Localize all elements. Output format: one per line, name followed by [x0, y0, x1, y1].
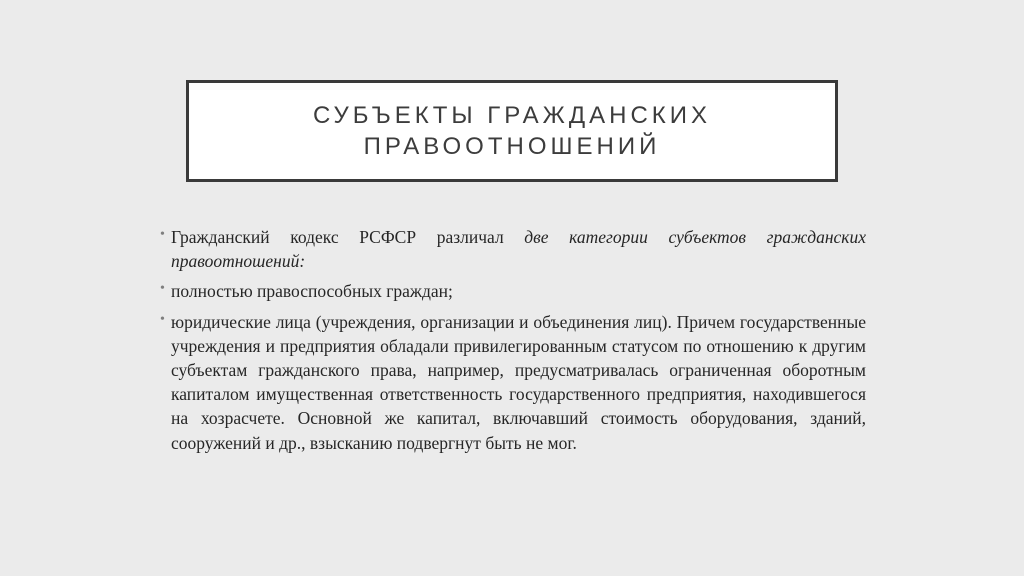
bullet-icon: • [160, 311, 165, 327]
title-line-2: ПРАВООТНОШЕНИЙ [363, 133, 661, 160]
item-text: полностью правоспособных граждан; [171, 281, 453, 302]
title-line-1: СУБЪЕКТЫ ГРАЖДАНСКИХ [312, 102, 712, 129]
content-body [160, 225, 866, 461]
title-box [186, 80, 838, 182]
bullet-icon: • [160, 281, 165, 297]
bullet-icon: • [160, 227, 165, 242]
list-item [160, 310, 866, 455]
item-text: Гражданский кодекс РСФСР различал [171, 227, 525, 247]
list-item [160, 279, 866, 303]
list-item [160, 225, 866, 273]
item-text: юридические лица (учреждения, организации и объединения лиц). Причем государственные учреждения и предприятия обладали привилегированным статусом по отношению к другим субъектам гражданского права, например, предусматривалась ограниченная оборотным капиталом имущественная ответственность государственного предприятия, находившегося на хозрасчете. Основной же капитал, включавший стоимость оборудования, зданий, сооружений и др., взысканию подвергнут быть не мог. [171, 311, 866, 453]
item-emphasis: две категории субъектов гражданских правоотношений: [171, 227, 866, 272]
